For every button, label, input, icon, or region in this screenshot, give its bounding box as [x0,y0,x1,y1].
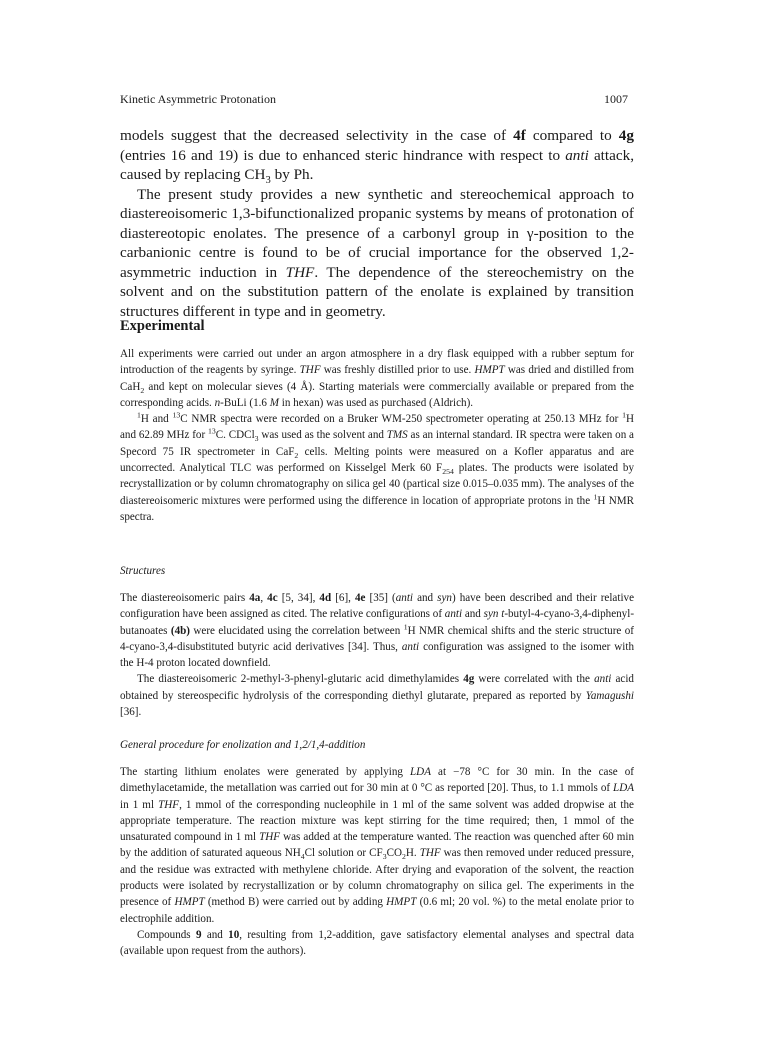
text-run: configuration was assigned to the isomer with the H-4 proton located downfield. [120,640,634,670]
page-number: 1007 [604,92,628,106]
text-run: 3 [382,852,387,862]
text-run: 13 [208,426,216,436]
text-run: 4d [319,592,332,604]
text-run: 10 [228,928,240,941]
subsection-procedure [120,739,634,751]
text-run: The present study provides a new synthetic and stereochemical approach to diastereoisomeric 1,3-bifunctionalized propanic systems by means of protonation of diastereotopic enolates. The presence of a carbonyl group in γ-position to the carbanionic centre is found to be of crucial importance for the observed 1,2-asymmetric induction in [120,185,634,281]
text-run: C. CDCl [215,429,255,442]
text-run: 1 [593,491,598,501]
text-run: was added at the temperature wanted. The reaction was quenched after 60 min by the addition of saturated aqueous NH [120,831,634,860]
text-run: and [462,608,484,621]
procedure-text [120,764,634,960]
text-run: 4g [618,127,634,144]
text-run: 3 [265,175,271,187]
text-run: (method B) were carried out by adding [204,896,387,909]
text-run: 4c [267,592,278,604]
text-run: t [501,608,505,621]
subsection-structures [120,565,634,577]
text-run: [36]. [120,706,142,719]
text-run: H. [405,847,420,860]
text-run: n [214,396,221,409]
structures-paragraph-2 [120,671,634,720]
text-run: The diastereoisomeric pairs [120,592,250,604]
text-run: 4a [249,592,261,604]
text-run: ) have been described and their relative configuration have been assigned as cited. The relative configurations of [120,592,634,621]
experimental-paragraph-2 [120,411,634,525]
text-run: 2 [140,385,145,395]
body-text [120,126,634,321]
text-run: 4e [354,592,366,604]
text-run: H NMR spectra. [120,494,634,523]
text-run: [6], [331,592,355,604]
text-run: -BuLi (1.6 [220,396,270,409]
text-run: [5, 34], [277,592,320,604]
text-run: syn [483,608,499,621]
text-run: were elucidated using the correlation between [189,624,404,637]
text-run: anti [594,673,612,686]
subsection-heading-procedure: General procedure for enolization and 1,2/1,4-addition [120,739,366,751]
text-run: attack, caused by replacing CH [120,146,634,183]
text-run: THF [299,364,321,377]
text-run: 2 [294,451,299,460]
text-run: THF [285,263,315,281]
text-run: 2 [402,852,406,862]
text-run: THF [259,831,281,844]
text-run: HMPT [174,896,205,909]
text-run: TMS [386,429,408,442]
text-run: -butyl-4-cyano-3,4-diphenyl-butanoates [120,608,635,637]
text-run: CO [386,847,402,860]
text-run: LDA [613,782,634,795]
procedure-paragraph-2 [120,927,634,960]
text-run: anti [565,146,589,164]
text-run: 1 [137,410,141,420]
text-run: was then removed under reduced pressure, and the residue was extracted with methylene chloride. After drying and evaporation of the solvent, the reaction products were isolated by recrystallization or by column chromatography on silica gel. The experiments in the presence of [120,847,634,909]
text-run: . The dependence of the stereochemistry on the solvent and on the substitution pattern of the enolate is explained by transition structures different in type and in geometry. [120,263,634,320]
running-head [120,92,628,108]
text-run: The diastereoisomeric 2-methyl-3-phenyl-glutaric acid dimethylamides [137,673,464,686]
text-run: and kept on molecular sieves (4 Å). Starting materials were commercially available or prepared from the corresponding acids. [120,380,634,409]
text-run: (0.6 ml; 20 vol. %) to the metal enolate prior to electrophile addition. [120,896,635,925]
text-run: All experiments were carried out under an argon atmosphere in a dry flask equipped with a rubber septum for introduction of the reagents by syringe. [120,348,634,377]
text-run: THF [419,847,441,860]
text-run: , [260,592,268,604]
text-run: at −78 °C for 30 min. In the case of dimethylacetamide, the metallation was carried out for 30 min at 0 °C as reported [20]. Thus, to 1.1 mmols of [120,766,634,795]
body-paragraph-1 [120,126,634,185]
text-run: H and [140,413,173,426]
text-run: as an internal standard. IR spectra were taken on a Specord 75 IR spectrometer in CaF [120,429,634,458]
text-run: syn [437,592,452,604]
text-run: Cl solution or CF [304,847,383,860]
text-run: 4f [513,127,526,144]
text-run: H NMR chemical shifts and the steric structure of 4-cyano-3,4-disubstituted butyric acid derivatives [34]. Thus, [120,624,635,653]
procedure-paragraph-1 [120,764,634,927]
text-run: were correlated with the [474,673,595,686]
text-run: and [201,928,229,941]
text-run: in hexan) was used as purchased (Aldrich). [279,396,474,409]
section-experimental [120,318,634,335]
text-run: and [413,592,438,604]
text-run: 1 [622,410,626,420]
text-run: acid obtained by stereospecific hydrolysis of the corresponding diethyl glutarate, prepared as reported by [120,673,634,702]
text-run: 4g [463,673,475,686]
text-run: Yamagushi [585,689,634,702]
experimental-paragraph-1 [120,346,634,411]
section-heading-experimental: Experimental [120,318,205,334]
text-run: by Ph. [270,166,314,183]
text-run: 4 [300,852,305,862]
text-run: , resulting from 1,2-addition, gave satisfactory elemental analyses and spectral data (available upon request from the authors). [120,928,635,958]
subsection-heading-structures: Structures [120,565,166,577]
text-run: (entries 16 and 19) is due to enhanced steric hindrance with respect to [120,146,566,164]
structures-text [120,590,634,720]
text-run: Compounds [137,928,196,941]
text-run: (4b) [170,624,190,637]
experimental-text [120,346,634,525]
text-run: plates. The products were isolated by recrystallization or by column chromatography on silica gel 40 (partical size 0.015–0.035 mm). The analyses of the diastereoisomeric mixtures were performed using the difference in location of appropriate protons in the [120,462,635,507]
text-run: was freshly distilled prior to use. [320,364,475,377]
text-run: compared to [525,127,619,144]
text-run: [35] ( [365,592,396,604]
text-run: HMPT [386,896,417,909]
text-run: cells. Melting points were measured on a Kofler apparatus and are uncorrected. Analytical TLC was performed on Kisselgel Merk 60 F [120,445,634,475]
text-run: was used as the solvent and [258,429,387,442]
text-run: anti [395,592,414,604]
text-run: M [269,396,279,409]
text-run: 13 [172,410,181,420]
text-run: anti [444,608,463,621]
text-run: The starting lithium enolates were generated by applying [120,766,411,778]
running-title: Kinetic Asymmetric Protonation [120,92,276,106]
text-run: 1 [403,621,408,631]
text-run: HMPT [474,364,505,377]
text-run: 9 [195,928,202,941]
text-run: THF [158,798,180,811]
text-run: anti [401,640,420,653]
text-run: H and 62.89 MHz for [120,413,634,442]
body-paragraph-2 [120,185,634,322]
text-run: 3 [254,434,259,444]
structures-paragraph-1 [120,590,634,671]
text-run: LDA [410,766,431,778]
text-run: 254 [442,467,454,477]
text-run: , 1 mmol of the corresponding nucleophile in 1 ml of the same solvent was added dropwise at the appropriate temperature. The reaction mixture was kept stirring for the time required; then, 1 mmol of the unsaturated compound in 1 ml [120,798,634,844]
text-run: was dried and distilled from CaH [120,364,634,393]
text-run: models suggest that the decreased selectivity in the case of [120,127,514,144]
text-run: C NMR spectra were recorded on a Bruker WM-250 spectrometer operating at 250.13 MHz for [180,413,623,426]
text-run: in 1 ml [120,798,159,811]
